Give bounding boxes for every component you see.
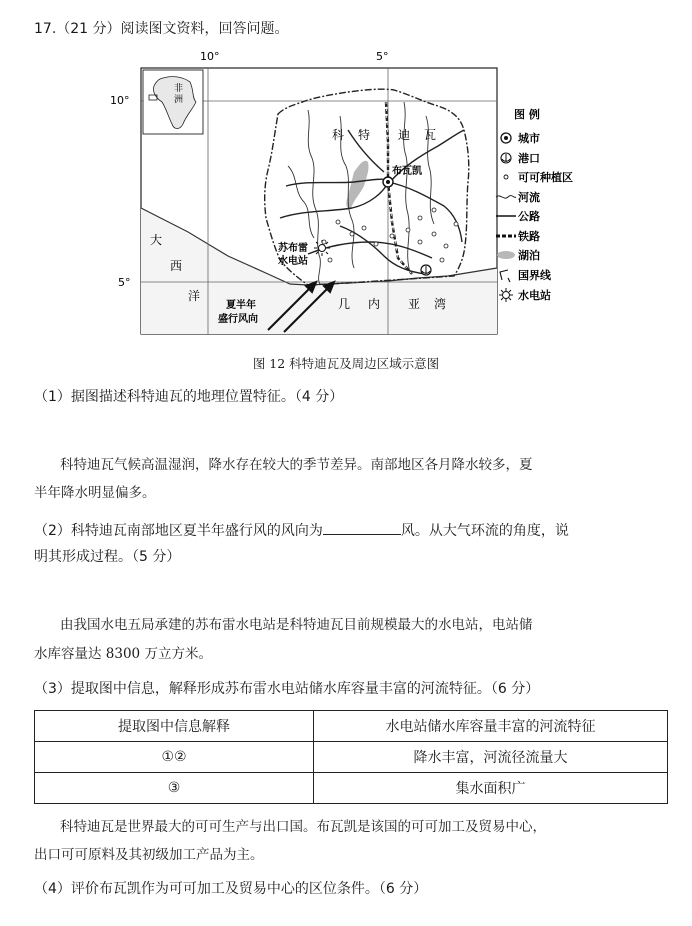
lat-label-10: 10°: [110, 94, 130, 107]
material-3-line-2: 出口可可原料及其初级加工产品为主。: [34, 847, 264, 863]
wind-label-2: 盛行风向: [218, 314, 258, 325]
legend-label-lake: 湖泊: [518, 249, 540, 262]
answer-blank[interactable]: [323, 520, 401, 535]
material-1-line-2: 半年降水明显偏多。: [34, 485, 156, 501]
table-row: [35, 773, 668, 804]
inset-label-2: 洲: [174, 95, 184, 105]
question-2-line-2: 明其形成过程。（5 分）: [34, 549, 181, 565]
question-2: [34, 520, 569, 540]
table-header-info: 提取图中信息解释: [35, 711, 314, 742]
figure-caption: 图 12 科特迪瓦及周边区域示意图: [252, 356, 440, 371]
legend-label-cocoa: 可可种植区: [518, 171, 573, 184]
lake-icon: [497, 251, 515, 259]
table-cell-info: ①②: [35, 742, 314, 773]
question-17-header: 17.（21 分）阅读图文资料，回答问题。: [34, 21, 289, 37]
ocean-label-3: 洋: [188, 289, 201, 303]
inset-label-1: 非: [174, 84, 184, 94]
cocoa-icon: [504, 175, 508, 179]
ocean-label-2: 西: [170, 259, 183, 273]
lon-label-10: 10°: [200, 50, 220, 63]
lon-label-5: 5°: [376, 50, 389, 63]
question-2-part-1: （2）科特迪瓦南部地区夏半年盛行风的风向为: [34, 523, 323, 539]
river-icon: [496, 196, 516, 199]
question-1: （1）据图描述科特迪瓦的地理位置特征。（4 分）: [34, 389, 344, 405]
river-feature-table: [34, 710, 668, 804]
table-header-row: [35, 711, 668, 742]
legend-label-border: 国界线: [518, 269, 551, 282]
country-label-4: 瓦: [424, 128, 437, 142]
wind-label-1: 夏半年: [226, 300, 256, 311]
material-2-line-2: 水库容量达 8300 万立方米。: [34, 646, 212, 662]
lat-label-5: 5°: [118, 276, 131, 289]
legend-label-road: 公路: [518, 210, 540, 223]
hydro-station-icon: [314, 240, 330, 256]
gulf-label-3: 亚: [408, 297, 421, 311]
station-label-1: 苏布雷: [278, 243, 308, 254]
country-label-1: 科: [332, 128, 345, 142]
legend-label-port: 港口: [518, 152, 540, 165]
gulf-label-1: 几: [338, 297, 351, 311]
legend-label-river: 河流: [518, 191, 540, 204]
gulf-label-4: 湾: [434, 297, 447, 311]
legend-label-hydro: 水电站: [518, 289, 551, 302]
table-cell-feature: 降水丰富，河流径流量大: [314, 742, 668, 773]
question-4: （4）评价布瓦凯作为可可加工及贸易中心的区位条件。（6 分）: [34, 881, 428, 897]
border-icon: [500, 270, 510, 282]
map-figure: [108, 46, 578, 340]
gulf-label-2: 内: [368, 297, 381, 311]
table-cell-feature: 集水面积广: [314, 773, 668, 804]
table-header-feature: 水电站储水库容量丰富的河流特征: [314, 711, 668, 742]
station-label-2: 水电站: [278, 256, 308, 267]
question-3: （3）提取图中信息，解释形成苏布雷水电站储水库容量丰富的河流特征。（6 分）: [34, 681, 540, 697]
country-label-2: 特: [358, 128, 371, 142]
legend-label-railway: 铁路: [518, 230, 540, 243]
table-cell-info: ③: [35, 773, 314, 804]
ocean-label-1: 大: [150, 233, 163, 247]
country-label-3: 迪: [398, 128, 411, 142]
city-bouake-dot: [386, 180, 390, 184]
hydro-legend-icon: [499, 288, 513, 302]
material-2-line-1: 由我国水电五局承建的苏布雷水电站是科特迪瓦目前规模最大的水电站，电站储: [60, 617, 533, 633]
table-row: [35, 742, 668, 773]
question-2-part-2: 风。从大气环流的角度，说: [400, 523, 569, 539]
legend-title: 图 例: [514, 108, 540, 121]
city-label: 布瓦凯: [392, 166, 422, 177]
legend: [496, 131, 573, 302]
material-3-line-1: 科特迪瓦是世界最大的可可生产与出口国。布瓦凯是该国的可可加工及贸易中心，: [60, 819, 546, 835]
material-1-line-1: 科特迪瓦气候高温湿润，降水存在较大的季节差异。南部地区各月降水较多，夏: [60, 457, 533, 473]
legend-label-city: 城市: [518, 132, 540, 145]
